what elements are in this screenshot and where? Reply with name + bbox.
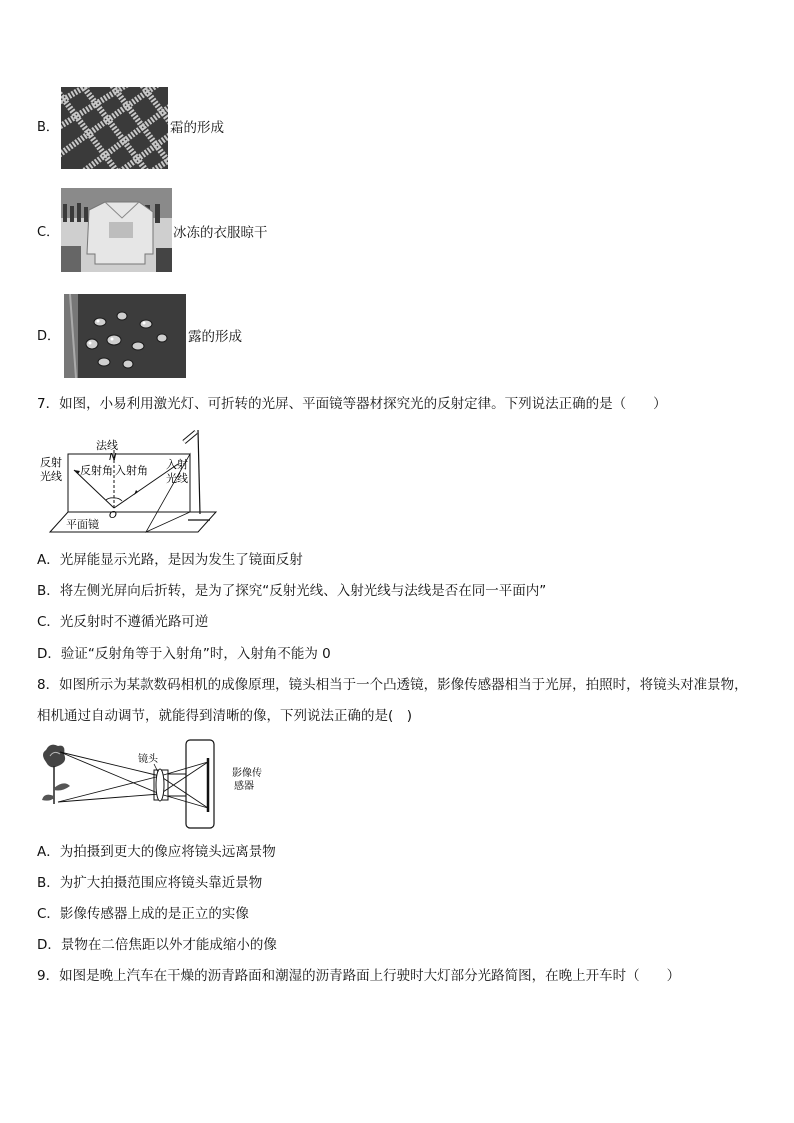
option-text-b: 霜的形成 bbox=[170, 120, 224, 136]
q7-stem: 7．如图，小易利用激光灯、可折转的光屏、平面镜等器材探究光的反射定律。下列说法正确的是（ ） bbox=[37, 396, 667, 412]
label-reflected-ray-1: 反射 bbox=[40, 456, 62, 469]
frost-crystal-photo bbox=[61, 87, 168, 169]
frozen-clothes-photo bbox=[61, 188, 172, 272]
label-incidence-angle: 入射角 bbox=[115, 464, 148, 477]
q8-option-b: B．为扩大拍摄范围应将镜头靠近景物 bbox=[37, 875, 263, 891]
camera-body bbox=[186, 740, 214, 828]
option-letter-b: B． bbox=[37, 120, 59, 135]
q7-option-d: D．验证“反射角等于入射角”时，入射角不能为 0 bbox=[37, 646, 331, 662]
option-letter-c: C． bbox=[37, 225, 60, 240]
label-o: O bbox=[109, 510, 117, 521]
label-incident-ray-1: 入射 bbox=[166, 458, 188, 471]
label-reflected-ray-2: 光线 bbox=[40, 470, 62, 483]
label-mirror: 平面镜 bbox=[66, 518, 99, 531]
q7-option-c: C．光反射时不遵循光路可逆 bbox=[37, 614, 209, 630]
label-lens: 镜头 bbox=[138, 754, 158, 765]
camera-imaging-figure bbox=[36, 736, 286, 832]
label-normal: 法线 bbox=[96, 439, 118, 452]
dew-drops-photo bbox=[64, 294, 186, 378]
option-text-c: 冰冻的衣服晾干 bbox=[173, 225, 268, 241]
q9-stem: 9．如图是晚上汽车在干燥的沥青路面和潮湿的沥青路面上行驶时大灯部分光路简图，在晚上开车时（ ） bbox=[37, 968, 681, 984]
q8-option-d: D．景物在二倍焦距以外才能成缩小的像 bbox=[37, 937, 277, 953]
label-incident-ray-2: 光线 bbox=[166, 472, 188, 485]
label-reflection-angle: 反射角 bbox=[80, 464, 113, 477]
label-sensor-2: 感器 bbox=[234, 781, 254, 792]
q8-option-a: A．为拍摄到更大的像应将镜头远离景物 bbox=[37, 844, 276, 860]
q7-option-b: B．将左侧光屏向后折转，是为了探究“反射光线、入射光线与法线是否在同一平面内” bbox=[37, 583, 547, 599]
q8-stem-line2: 相机通过自动调节，就能得到清晰的像，下列说法正确的是( ) bbox=[37, 708, 413, 724]
option-text-d: 露的形成 bbox=[188, 329, 242, 345]
reflection-experiment-figure bbox=[38, 428, 218, 538]
q7-option-a: A．光屏能显示光路，是因为发生了镜面反射 bbox=[37, 552, 303, 568]
option-letter-d: D． bbox=[37, 329, 61, 344]
q8-stem-line1: 8．如图所示为某款数码相机的成像原理，镜头相当于一个凸透镜，影像传感器相当于光屏，拍照时，将镜头对准景物， bbox=[37, 677, 748, 693]
label-n: N bbox=[109, 452, 117, 463]
q8-option-c: C．影像传感器上成的是正立的实像 bbox=[37, 906, 249, 922]
convex-lens bbox=[156, 769, 164, 801]
label-sensor-1: 影像传 bbox=[232, 768, 262, 779]
